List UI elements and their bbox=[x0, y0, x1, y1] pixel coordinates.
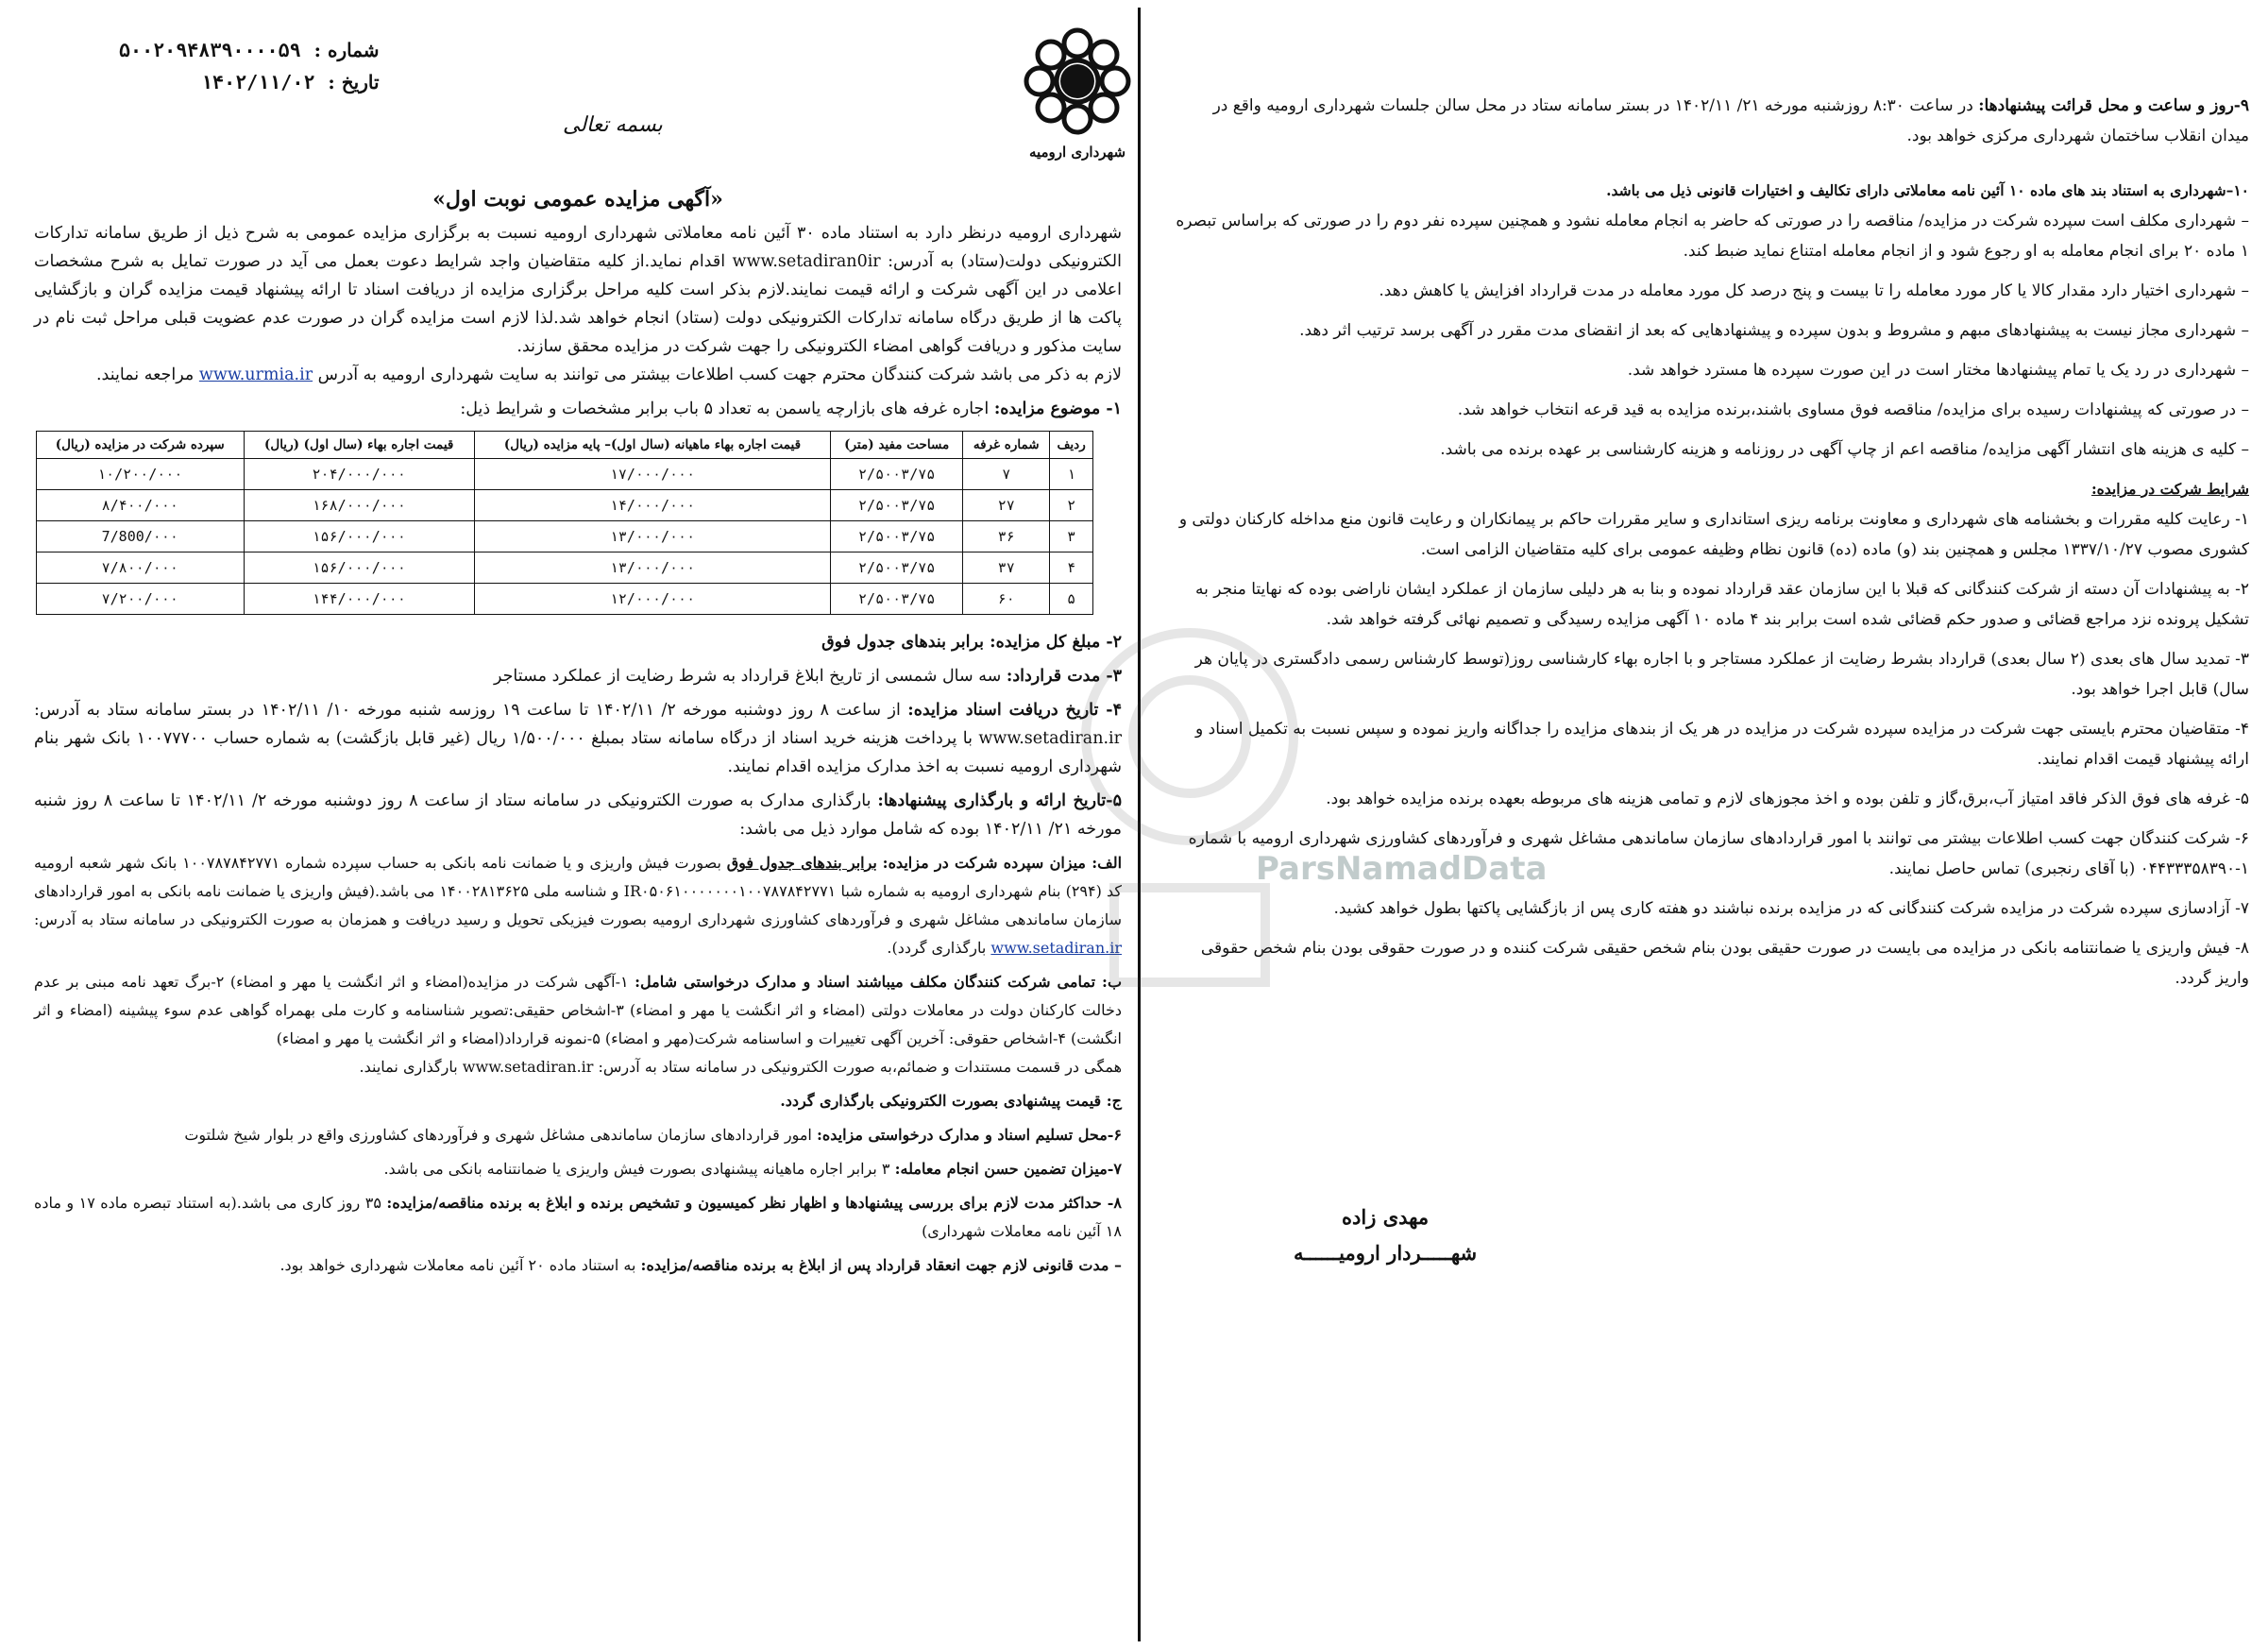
item-9-text: به استناد ماده ۲۰ آئین نامه معاملات شهرداری خواهد بود. bbox=[279, 1256, 636, 1274]
table-row bbox=[37, 490, 1093, 521]
list-item: – شهرداری مکلف است سپرده شرکت در مزایده/ مناقصه را در صورتی که حاضر به انجام معامله نشود و همچنین سپرده نفر دوم را در صورتی که براساس تبصره ۱ ماده ۲۰ برای انجام معامله به او رجوع شود و از انجام معامله امتناع نماید ضبط کند. bbox=[1176, 212, 2249, 261]
item-8-text: ۳۵ روز کاری می باشد.(به استناد تبصره ماده ۱۷ و ماده ۱۸ آئین نامه معاملات شهرداری) bbox=[34, 1194, 1122, 1240]
list-item: ۴- متقاضیان محترم بایستی جهت شرکت در مزایده سپرده شرکت در مزایده در هر یک از بندهای مزایده را جداگانه واریز نموده و سپس نسبت به تکمیل اسناد و ارائه پیشنهاد قیمت اقدام نمایند. bbox=[1195, 720, 2249, 769]
col-header: مساحت مفید (متر) bbox=[831, 432, 963, 459]
site-note bbox=[34, 361, 1122, 389]
watermark-text: ParsNamadData bbox=[1256, 850, 1548, 888]
reference-block bbox=[119, 34, 380, 98]
signature-title: شهـــــردار ارومیــــــه bbox=[1294, 1241, 1478, 1265]
list-item: – در صورتی که پیشنهادات رسیده برای مزایده/ مناقصه فوق مساوی باشند،برنده مزایده به قید قرعه انتخاب خواهد شد. bbox=[1457, 400, 2249, 419]
list-item: ۱- رعایت کلیه مقررات و بخشنامه های شهرداری و معاونت برنامه ریزی استانداری و سایر مقررات حاکم بر پیمانکاران و رعایت قانون منع مداخله کارکنان دولتی و کشوری مصوب ۱۳۳۷/۱۰/۲۷ مجلس و همچنین بند (و) ماده (ده) قانون نظام وظیفه عمومی برای کلیه متقاضیان الزامی است. bbox=[1178, 510, 2249, 559]
table-cell: ۲/۵۰۰۳/۷۵ bbox=[831, 521, 963, 552]
item-5-label: ۵-تاریخ ارائه و بارگذاری پیشنهادها: bbox=[877, 791, 1122, 810]
date-label: تاریخ : bbox=[328, 71, 380, 94]
right-column bbox=[1144, 0, 2268, 1649]
number-label: شماره : bbox=[313, 39, 380, 61]
table-cell: ۲/۵۰۰۳/۷۵ bbox=[831, 584, 963, 615]
table-cell: ۶۰ bbox=[963, 584, 1050, 615]
be-tail: همگی در قسمت مستندات و ضمائم،به صورت الکترونیکی در سامانه ستاد به آدرس: www.setadiran.ir بارگذاری نمایند. bbox=[359, 1058, 1122, 1076]
table-cell: ۱۷/۰۰۰/۰۰۰ bbox=[474, 459, 830, 490]
item-be bbox=[34, 968, 1122, 1053]
table-row bbox=[37, 521, 1093, 552]
logo-icon bbox=[1021, 25, 1134, 138]
list-item: – شهرداری اختیار دارد مقدار کالا یا کار مورد معامله را تا بیست و پنج درصد کل مورد معامله در مدت قرارداد افزایش یا کاهش دهد. bbox=[1379, 281, 2249, 300]
table-cell: ۸/۴۰۰/۰۰۰ bbox=[37, 490, 245, 521]
conditions-title: شرایط شرکت در مزایده: bbox=[2090, 480, 2249, 498]
col-header: قیمت اجاره بهاء ماهیانه (سال اول)– پایه مزایده (ریال) bbox=[474, 432, 830, 459]
be-text: ۱-آگهی شرکت در مزایده(امضاء و اثر انگشت یا مهر و امضاء) ۲-برگ تعهد نامه مبنی بر عدم دخالت کارکنان دولت در معاملات دولتی (امضاء و اثر انگشت یا مهر و امضاء) ۳-اشخاص حقیقی:تصویر شناسنامه و کارت ملی بهمراه گواهی عدم سوء پیشینه (امضاء و اثر انگشت) ۴-اشخاص حقوقی: آخرین آگهی تغییرات و اساسنامه شرکت(مهر و امضاء) ۵-نمونه قرارداد(امضاء و اثر انگشت یا مهر و امضاء) bbox=[34, 973, 1122, 1047]
list-item: ۸- فیش واریزی یا ضمانتنامه بانکی در مزایده می بایست در صورت حقیقی بودن بنام شخص حقیقی شرکت کننده و در صورت حقوقی بودن بنام شخص حقوقی واریز گردد. bbox=[1200, 939, 2249, 988]
item-1-text: اجاره غرفه های بازارچه یاسمن به تعداد ۵ باب برابر مشخصات و شرایط ذیل: bbox=[460, 400, 990, 418]
intro-paragraph: شهرداری ارومیه درنظر دارد به استناد ماده ۳۰ آئین نامه معاملاتی شهرداری ارومیه نسبت به برگزاری مزایده عمومی به شرح ذیل از طریق سامانه تدارکات الکترونیکی دولت(ستاد) به آدرس: www.setadiran0ir اقدام نماید.از کلیه متقاضیان واجد شرایط دعوت بعمل می آید در صورت تمایل به شرح مشخصات اعلامی در این آگهی شرکت و ارائه قیمت نمایند.لازم بذکر است کلیه مراحل برگزاری مزایده از دریافت اسناد تا ارائه پیشنهاد قیمت مزایده گران و بازگشایی پاکت ها از طریق درگاه سامانه تدارکات الکترونیکی دولت (ستاد) انجام خواهد شد.لذا لازم است مزایده گران در صورت عدم عضویت قبلی مراحل ثبت نام در سایت مذکور و دریافت گواهی امضاء الکترونیکی را جهت شرکت در مزایده محقق سازند. bbox=[34, 224, 1122, 356]
item-alef bbox=[34, 849, 1122, 962]
table-cell: ۱۳/۰۰۰/۰۰۰ bbox=[474, 521, 830, 552]
setadiran-link[interactable]: www.setadiran.ir bbox=[990, 939, 1122, 957]
list-item: ۵- غرفه های فوق الذکر فاقد امتیاز آب،برق،گاز و تلفن بوده و اخذ مجوزهای لازم و تمامی هزینه های مربوطه بعهده برنده مزایده خواهد بود. bbox=[1326, 790, 2249, 808]
municipality-logo bbox=[1016, 25, 1139, 166]
item-6-text: امور قراردادهای سازمان ساماندهی مشاغل شهری و فرآوردهای کشاورزی واقع در بلوار شیخ شلتوت bbox=[184, 1126, 812, 1144]
table-cell: ۱۵۶/۰۰۰/۰۰۰ bbox=[244, 552, 474, 584]
item-6-label: ۶-محل تسلیم اسناد و مدارک درخواستی مزایده: bbox=[816, 1126, 1122, 1144]
number-value: ۵۰۰۲۰۹۴۸۳۹۰۰۰۰۵۹ bbox=[119, 39, 301, 61]
alef-tail: بارگذاری گردد). bbox=[887, 939, 987, 957]
list-item: ۶- شرکت کنندگان جهت کسب اطلاعات بیشتر می توانند با امور قراردادهای سازمان ساماندهی مشاغل شهری و فرآوردهای کشاورزی شهرداری ارومیه با شماره ۱-۰۴۴۳۳۳۵۸۳۹۰ (با آقای رنجبری) تماس حاصل نمایند. bbox=[1188, 829, 2249, 878]
table-cell: ۱۳/۰۰۰/۰۰۰ bbox=[474, 552, 830, 584]
table-cell: ۷/۸۰۰/۰۰۰ bbox=[37, 552, 245, 584]
table-cell: ۱۴۴/۰۰۰/۰۰۰ bbox=[244, 584, 474, 615]
item-6 bbox=[34, 1121, 1122, 1149]
table-cell: ۳۷ bbox=[963, 552, 1050, 584]
list-item: – شهرداری مجاز نیست به پیشنهادهای مبهم و مشروط و بدون سپرده و پیشنهادهایی که بعد از انقضای مدت مقرر در آگهی برسد ترتیب اثر دهد. bbox=[1299, 321, 2249, 340]
item-8 bbox=[34, 1189, 1122, 1246]
item-8-label: ۸- حداکثر مدت لازم برای بررسی پیشنهادها و اظهار نظر کمیسیون و تشخیص برنده و ابلاغ به برنده مناقصه/مزایده: bbox=[386, 1194, 1122, 1212]
clause-10: ۱۰–شهرداری به استناد بند های ماده ۱۰ آئین نامه معاملاتی دارای تکالیف و اختیارات قانونی ذیل می باشد. bbox=[1606, 181, 2249, 199]
item-4-label: ۴- تاریخ دریافت اسناد مزایده: bbox=[907, 701, 1122, 720]
item-2: ۲- مبلغ کل مزایده: برابر بندهای جدول فوق bbox=[821, 633, 1122, 652]
item-3 bbox=[34, 662, 1122, 690]
be-label: ب: تمامی شرکت کنندگان مکلف میباشند اسناد و مدارک درخواستی شامل: bbox=[635, 973, 1123, 991]
list-item: ۳- تمدید سال های بعدی (۲ سال بعدی) قرارداد بشرط رضایت از عملکرد مستاجر و با اجاره بهاء کارشناسی روز(توسط کارشناس رسمی دادگستری در پایان هر سال) قابل اجرا خواهد بود. bbox=[1194, 650, 2249, 699]
table-cell: 7/800/۰۰۰ bbox=[37, 521, 245, 552]
item-1-label: ۱- موضوع مزایده: bbox=[993, 400, 1122, 418]
table-cell: ۱۰/۲۰۰/۰۰۰ bbox=[37, 459, 245, 490]
table-cell: ۲/۵۰۰۳/۷۵ bbox=[831, 490, 963, 521]
list-item: ۲- به پیشنهادات آن دسته از شرکت کنندگانی که قبلا با این سازمان عقد قرارداد نموده و بنا به هر دلیلی سازمان از عملکرد ایشان ناراضی بوده که نهایتا منجر به تشکیل پرونده نزد مراجع قضائی و صدور حکم قضائی شده است برابر بند ۴ ماده ۱۰ آگهی مزایده رسیدگی و تصمیم نهائی گرفته خواهد شد. bbox=[1194, 580, 2249, 629]
item-9 bbox=[34, 1251, 1122, 1280]
table-cell: ۲/۵۰۰۳/۷۵ bbox=[831, 459, 963, 490]
list-item: – کلیه ی هزینه های انتشار آگهی مزایده/ مناقصه اعم از چاپ آگهی در روزنامه و هزینه کارشناسی بر عهده برنده می باشد. bbox=[1440, 440, 2249, 459]
list-item: ۷- آزادسازی سپرده شرکت در مزایده شرکت کنندگانی که در مزایده برنده نباشند دو هفته کاری پس از بازگشایی پاکتها بطول خواهد کشید. bbox=[1333, 899, 2249, 918]
table-cell: ۱۴/۰۰۰/۰۰۰ bbox=[474, 490, 830, 521]
clause-9 bbox=[1171, 91, 2249, 151]
table-cell: ۱۵۶/۰۰۰/۰۰۰ bbox=[244, 521, 474, 552]
signature-block bbox=[1294, 1199, 1477, 1271]
item-4-text: از ساعت ۸ روز دوشنبه مورخه ۲/ ۱۴۰۲/۱۱ تا ساعت ۱۹ روزسه شنبه مورخه ۱۰/ ۱۴۰۲/۱۱ در بستر سامانه ستاد به آدرس: www.setadiran.ir با پرداخت هزینه خرید اسناد از درگاه سامانه ستاد بمبلغ ۱/۵۰۰/۰۰۰ ریال (غیر قابل بازگشت) به شماره حساب ۱۰۰۷۷۷۰۰ بانک شهر بنام شهرداری ارومیه نسبت به اخذ مدارک مزایده اقدام نمایند. bbox=[34, 701, 1122, 776]
alef-bold: برابر بندهای جدول فوق bbox=[726, 854, 877, 872]
conditions-list bbox=[1171, 504, 2249, 994]
item-5-text: بارگذاری مدارک به صورت الکترونیکی در سامانه ستاد از ساعت ۸ روز دوشنبه مورخه ۲/ ۱۴۰۲/۱۱ تا ساعت ۸ روز شنبه مورخه ۲۱/ ۱۴۰۲/۱۱ بوده که شامل موارد ذیل می باشد: bbox=[34, 791, 1122, 839]
table-cell: ۷/۲۰۰/۰۰۰ bbox=[37, 584, 245, 615]
table-cell: ۲ bbox=[1050, 490, 1093, 521]
table-cell: ۳۶ bbox=[963, 521, 1050, 552]
item-3-text: سه سال شمسی از تاریخ ابلاغ قرارداد به شرط رضایت از عملکرد مستاجر bbox=[493, 667, 1002, 686]
alef-text: بصورت فیش واریزی و یا ضمانت نامه بانکی به حساب سپرده شماره ۱۰۰۷۸۷۸۴۲۷۷۱ بانک شهر شعبه ارومیه کد (۲۹۴) بنام شهرداری ارومیه به شماره شبا IR۰۵۰۶۱۰۰۰۰۰۰۰۱۰۰۷۸۷۸۴۲۷۷۱ و شناسه ملی ۱۴۰۰۲۸۱۳۶۲۵ می باشد.(فیش واریزی یا ضمانت نامه بانکی به امور قراردادهای سازمان ساماندهی مشاغل شهری و فرآوردهای کشاورزی شهرداری ارومیه بصورت فیزیکی تحویل و رسید دریافت و همزمان به صورت الکترونیکی در سامانه ستاد به آدرس: bbox=[34, 854, 1123, 928]
item-4 bbox=[34, 696, 1122, 781]
col-header: شماره غرفه bbox=[963, 432, 1050, 459]
item-9-label: – مدت قانونی لازم جهت انعقاد قرارداد پس از ابلاغ به برنده مناقصه/مزایده: bbox=[640, 1256, 1122, 1274]
table-header-row bbox=[37, 432, 1093, 459]
clause-9-label: ۹-روز و ساعت و محل قرائت پیشنهادها: bbox=[1978, 96, 2249, 115]
item-5 bbox=[34, 787, 1122, 843]
item-7-text: ۳ برابر اجاره ماهیانه پیشنهادی بصورت فیش واریزی یا ضمانتنامه بانکی می باشد. bbox=[383, 1160, 890, 1178]
letter-header bbox=[34, 19, 1126, 179]
col-header: ردیف bbox=[1050, 432, 1093, 459]
units-table bbox=[36, 431, 1093, 615]
table-row bbox=[37, 584, 1093, 615]
table-cell: ۵ bbox=[1050, 584, 1093, 615]
clause-10-bullets bbox=[1171, 206, 2249, 465]
table-cell: ۳ bbox=[1050, 521, 1093, 552]
item-7-label: ۷-میزان تضمین حسن انجام معامله: bbox=[894, 1160, 1122, 1178]
table-row bbox=[37, 459, 1093, 490]
table-cell: ۲/۵۰۰۳/۷۵ bbox=[831, 552, 963, 584]
date-value: ۱۴۰۲/۱۱/۰۲ bbox=[201, 71, 315, 94]
item-1 bbox=[34, 395, 1122, 423]
item-7 bbox=[34, 1155, 1122, 1183]
col-header: سپرده شرکت در مزایده (ریال) bbox=[37, 432, 245, 459]
org-name: شهرداری ارومیه bbox=[1028, 144, 1126, 161]
table-row bbox=[37, 552, 1093, 584]
signature-name: مهدی زاده bbox=[1342, 1205, 1430, 1229]
table-cell: ۱ bbox=[1050, 459, 1093, 490]
table-cell: ۴ bbox=[1050, 552, 1093, 584]
list-item: – شهرداری در رد یک یا تمام پیشنهادها مختار است در این صورت سپرده ها مسترد خواهد شد. bbox=[1627, 361, 2249, 380]
table-cell: ۲۰۴/۰۰۰/۰۰۰ bbox=[244, 459, 474, 490]
basmala: بسمه تعالی bbox=[563, 113, 663, 137]
item-jim: ج: قیمت پیشنهادی بصورت الکترونیکی بارگذاری گردد. bbox=[780, 1092, 1122, 1110]
col-header: قیمت اجاره بهاء (سال اول) (ریال) bbox=[244, 432, 474, 459]
alef-label: الف: میزان سپرده شرکت در مزایده: bbox=[882, 854, 1123, 872]
table-cell: ۷ bbox=[963, 459, 1050, 490]
table-cell: ۱۶۸/۰۰۰/۰۰۰ bbox=[244, 490, 474, 521]
item-3-label: ۳- مدت قرارداد: bbox=[1006, 667, 1122, 686]
clause-9-text: در ساعت ۸:۳۰ روزشنبه مورخه ۲۱/ ۱۴۰۲/۱۱ در بستر سامانه ستاد در محل سالن جلسات شهرداری ارومیه واقع در میدان انقلاب ساختمان شهرداری مرکزی خواهد بود. bbox=[1212, 96, 2249, 145]
notice-title: «آگهی مزایده عمومی نوبت اول» bbox=[432, 187, 723, 212]
urmia-link[interactable]: www.urmia.ir bbox=[198, 366, 313, 384]
table-cell: ۲۷ bbox=[963, 490, 1050, 521]
table-cell: ۱۲/۰۰۰/۰۰۰ bbox=[474, 584, 830, 615]
site-note-a: لازم به ذکر می باشد شرکت کنندگان محترم جهت کسب اطلاعات بیشتر می توانند به سایت شهرداری ارومیه به آدرس bbox=[317, 366, 1122, 384]
site-note-b: مراجعه نمایند. bbox=[95, 366, 195, 384]
